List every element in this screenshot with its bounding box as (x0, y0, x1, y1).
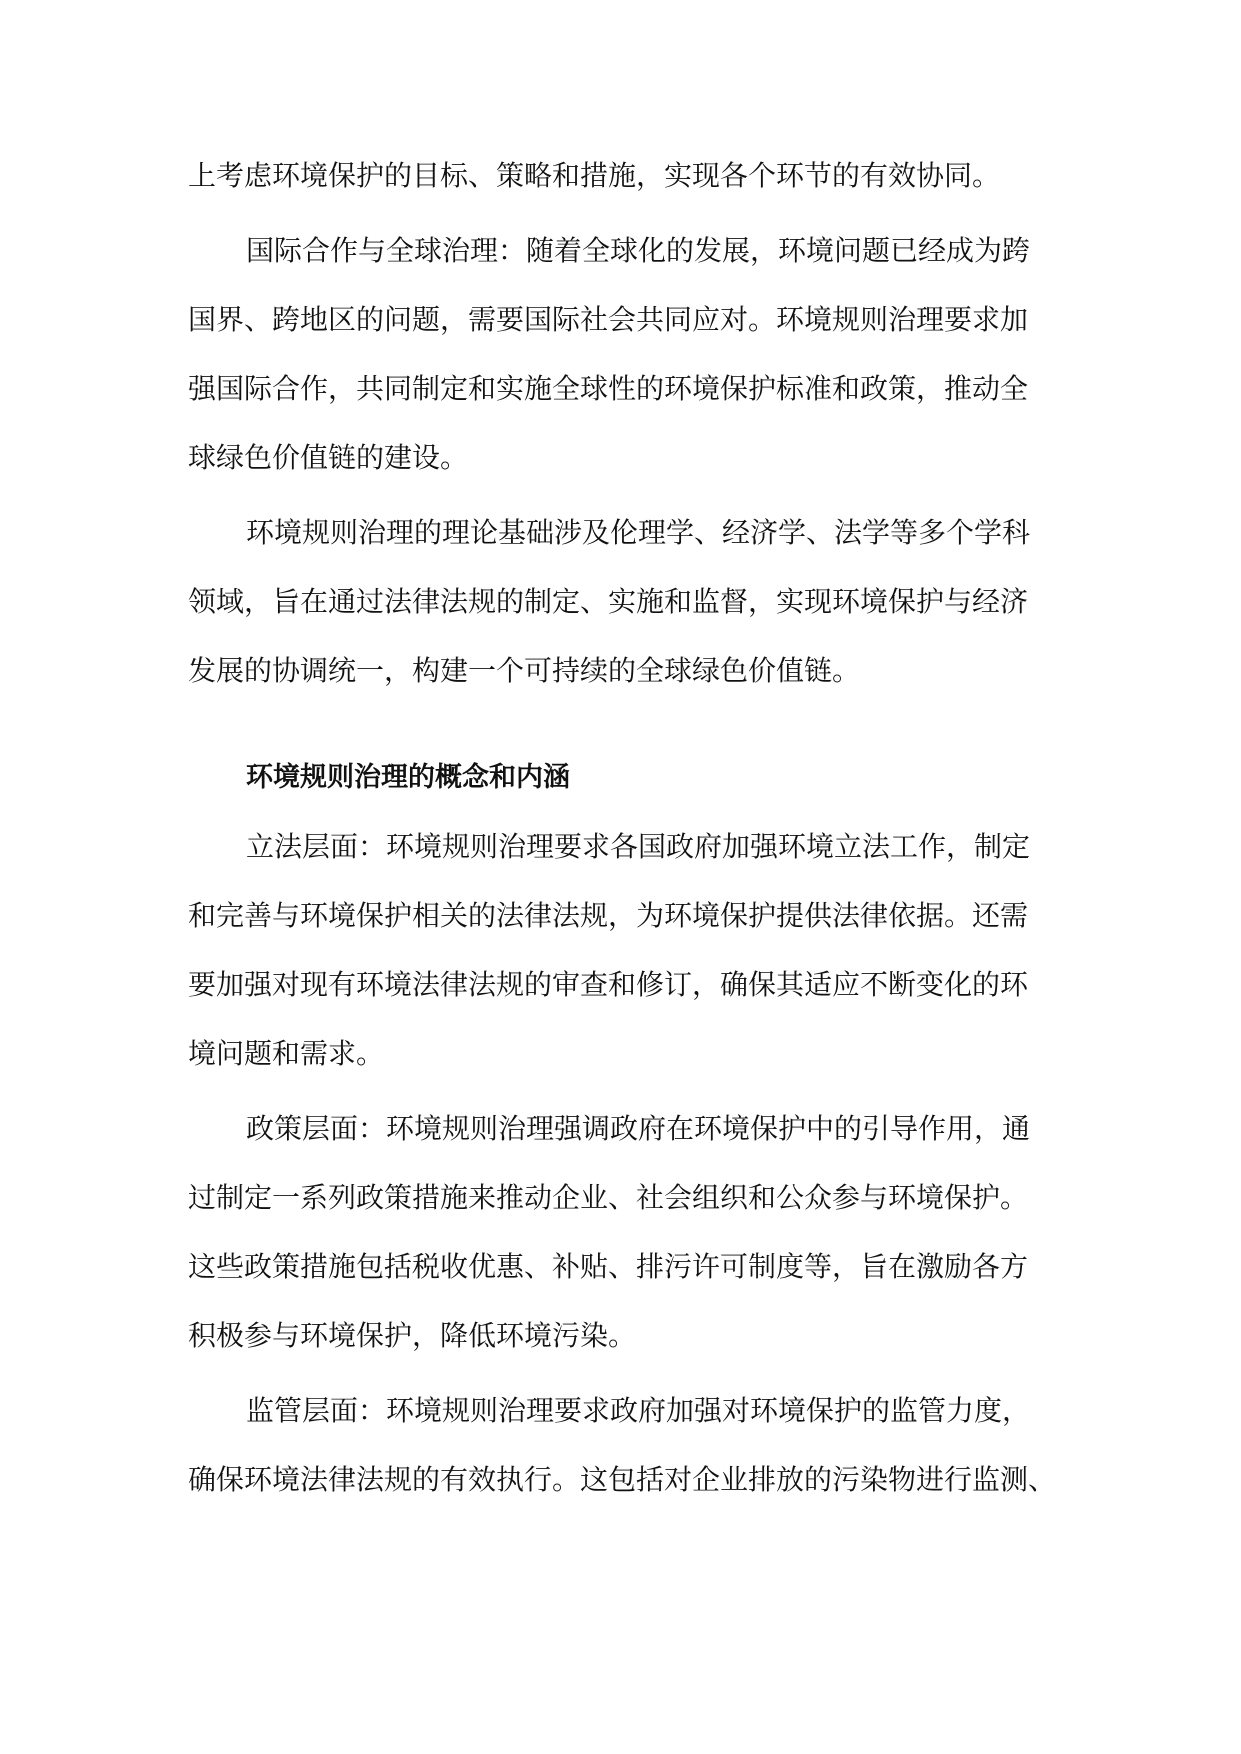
text-line: 境问题和需求。 (188, 1037, 385, 1070)
text-line: 立法层面：环境规则治理要求各国政府加强环境立法工作，制定 (246, 830, 1031, 863)
paragraph-international-cooperation (188, 216, 1058, 492)
text-line: 确保环境法律法规的有效执行。这包括对企业排放的污染物进行监测、 (188, 1463, 1057, 1496)
text-line: 和完善与环境保护相关的法律法规，为环境保护提供法律依据。还需 (188, 899, 1029, 932)
text-line: 国际合作与全球治理：随着全球化的发展，环境问题已经成为跨 (246, 234, 1031, 267)
document-body (188, 141, 1058, 1514)
text-line: 环境规则治理的理论基础涉及伦理学、经济学、法学等多个学科 (246, 516, 1031, 549)
text-line: 要加强对现有环境法律法规的审查和修订，确保其适应不断变化的环 (188, 968, 1029, 1001)
text-line: 政策层面：环境规则治理强调政府在环境保护中的引导作用，通 (246, 1112, 1031, 1145)
text-line: 这些政策措施包括税收优惠、补贴、排污许可制度等，旨在激励各方 (188, 1250, 1029, 1283)
text-line: 积极参与环境保护，降低环境污染。 (188, 1319, 637, 1352)
text-line: 过制定一系列政策措施来推动企业、社会组织和公众参与环境保护。 (188, 1181, 1029, 1214)
paragraph-legislation (188, 812, 1058, 1088)
section-heading: 环境规则治理的概念和内涵 (246, 762, 570, 793)
text-line: 领域，旨在通过法律法规的制定、实施和监督，实现环境保护与经济 (188, 585, 1029, 618)
text-line: 发展的协调统一，构建一个可持续的全球绿色价值链。 (188, 654, 861, 687)
paragraph-policy (188, 1094, 1058, 1370)
text-line: 监管层面：环境规则治理要求政府加强对环境保护的监管力度， (246, 1394, 1031, 1427)
text-line: 国界、跨地区的问题，需要国际社会共同应对。环境规则治理要求加 (188, 303, 1029, 336)
paragraph-supervision (188, 1376, 1058, 1514)
text-line: 上考虑环境保护的目标、策略和措施，实现各个环节的有效协同。 (188, 159, 1001, 192)
text-line: 强国际合作，共同制定和实施全球性的环境保护标准和政策，推动全 (188, 372, 1029, 405)
text-line: 球绿色价值链的建设。 (188, 441, 469, 474)
paragraph-continuation (188, 141, 1058, 210)
paragraph-theoretical-basis (188, 498, 1058, 705)
